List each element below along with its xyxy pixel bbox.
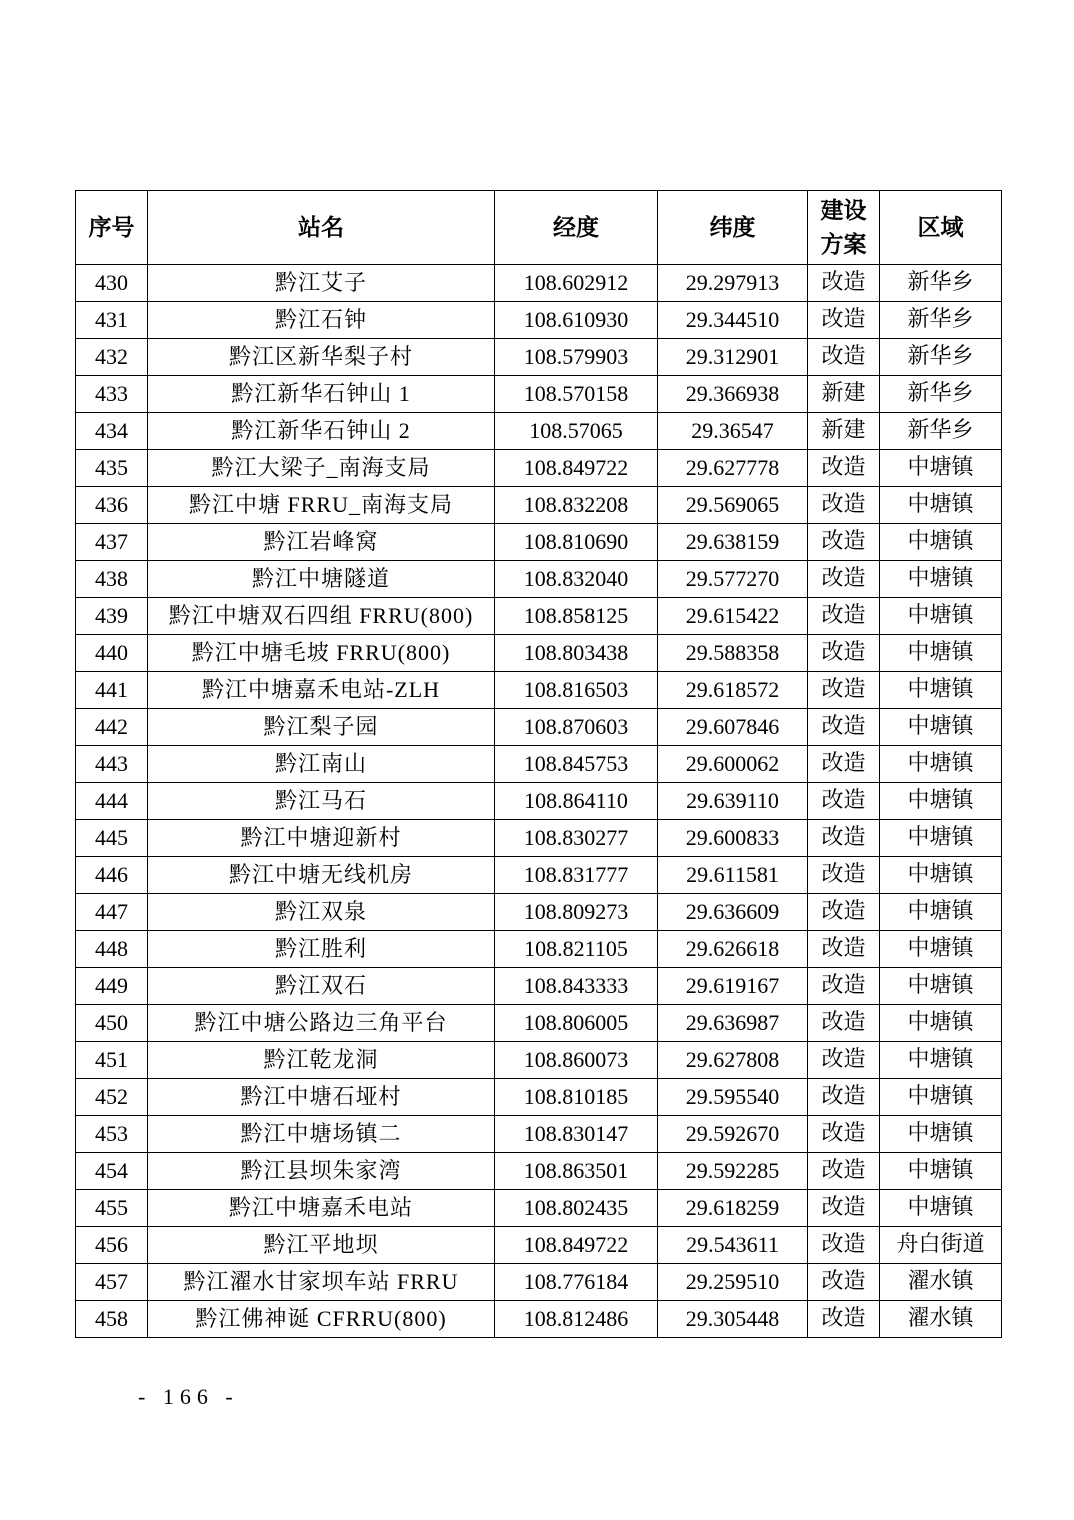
- cell-area: 中塘镇: [880, 1116, 1002, 1153]
- cell-area: 中塘镇: [880, 561, 1002, 598]
- cell-index: 445: [76, 820, 148, 857]
- table-row: [76, 1153, 1002, 1190]
- cell-index: 450: [76, 1005, 148, 1042]
- cell-latitude: 29.618259: [658, 1190, 808, 1227]
- cell-area: 中塘镇: [880, 1042, 1002, 1079]
- cell-longitude: 108.832040: [495, 561, 658, 598]
- cell-plan: 新建: [808, 413, 880, 450]
- cell-longitude: 108.870603: [495, 709, 658, 746]
- cell-area: 中塘镇: [880, 524, 1002, 561]
- cell-index: 440: [76, 635, 148, 672]
- cell-plan: 改造: [808, 820, 880, 857]
- table-row: [76, 302, 1002, 339]
- cell-station-name: 黔江岩峰窝: [148, 524, 495, 561]
- cell-plan: 改造: [808, 1079, 880, 1116]
- cell-latitude: 29.626618: [658, 931, 808, 968]
- cell-latitude: 29.636609: [658, 894, 808, 931]
- cell-index: 430: [76, 265, 148, 302]
- cell-station-name: 黔江中塘无线机房: [148, 857, 495, 894]
- table-row: [76, 820, 1002, 857]
- table-row: [76, 413, 1002, 450]
- cell-area: 舟白街道: [880, 1227, 1002, 1264]
- cell-plan: 改造: [808, 1301, 880, 1338]
- cell-plan: 改造: [808, 561, 880, 598]
- table-row: [76, 746, 1002, 783]
- cell-latitude: 29.619167: [658, 968, 808, 1005]
- cell-longitude: 108.821105: [495, 931, 658, 968]
- table-row: [76, 1042, 1002, 1079]
- cell-latitude: 29.259510: [658, 1264, 808, 1301]
- cell-longitude: 108.802435: [495, 1190, 658, 1227]
- cell-station-name: 黔江中塘 FRRU_南海支局: [148, 487, 495, 524]
- cell-area: 中塘镇: [880, 1190, 1002, 1227]
- cell-latitude: 29.600833: [658, 820, 808, 857]
- cell-station-name: 黔江双石: [148, 968, 495, 1005]
- table-body: [76, 265, 1002, 1338]
- cell-index: 454: [76, 1153, 148, 1190]
- cell-longitude: 108.809273: [495, 894, 658, 931]
- header-longitude: 经度: [495, 191, 658, 265]
- table-row: [76, 524, 1002, 561]
- cell-index: 455: [76, 1190, 148, 1227]
- table-row: [76, 635, 1002, 672]
- table-row: [76, 598, 1002, 635]
- cell-index: 448: [76, 931, 148, 968]
- cell-area: 中塘镇: [880, 968, 1002, 1005]
- cell-index: 435: [76, 450, 148, 487]
- cell-plan: 改造: [808, 968, 880, 1005]
- cell-latitude: 29.600062: [658, 746, 808, 783]
- cell-plan: 改造: [808, 635, 880, 672]
- table-row: [76, 857, 1002, 894]
- cell-index: 443: [76, 746, 148, 783]
- table-row: [76, 1005, 1002, 1042]
- cell-area: 新华乡: [880, 339, 1002, 376]
- header-index: 序号: [76, 191, 148, 265]
- cell-station-name: 黔江中塘隧道: [148, 561, 495, 598]
- cell-area: 中塘镇: [880, 487, 1002, 524]
- table-row: [76, 265, 1002, 302]
- cell-longitude: 108.830277: [495, 820, 658, 857]
- cell-latitude: 29.592285: [658, 1153, 808, 1190]
- cell-index: 447: [76, 894, 148, 931]
- cell-station-name: 黔江胜利: [148, 931, 495, 968]
- cell-station-name: 黔江双泉: [148, 894, 495, 931]
- cell-plan: 改造: [808, 672, 880, 709]
- cell-index: 431: [76, 302, 148, 339]
- cell-longitude: 108.810690: [495, 524, 658, 561]
- cell-index: 436: [76, 487, 148, 524]
- table-row: [76, 1301, 1002, 1338]
- cell-longitude: 108.831777: [495, 857, 658, 894]
- cell-plan: 改造: [808, 746, 880, 783]
- cell-latitude: 29.305448: [658, 1301, 808, 1338]
- table-row: [76, 1190, 1002, 1227]
- cell-area: 中塘镇: [880, 894, 1002, 931]
- cell-latitude: 29.627778: [658, 450, 808, 487]
- cell-area: 新华乡: [880, 376, 1002, 413]
- cell-station-name: 黔江县坝朱家湾: [148, 1153, 495, 1190]
- cell-area: 中塘镇: [880, 635, 1002, 672]
- cell-longitude: 108.610930: [495, 302, 658, 339]
- cell-latitude: 29.543611: [658, 1227, 808, 1264]
- cell-station-name: 黔江新华石钟山 1: [148, 376, 495, 413]
- cell-station-name: 黔江大梁子_南海支局: [148, 450, 495, 487]
- cell-longitude: 108.602912: [495, 265, 658, 302]
- cell-latitude: 29.569065: [658, 487, 808, 524]
- cell-station-name: 黔江新华石钟山 2: [148, 413, 495, 450]
- cell-station-name: 黔江中塘嘉禾电站: [148, 1190, 495, 1227]
- cell-station-name: 黔江佛神诞 CFRRU(800): [148, 1301, 495, 1338]
- header-plan-line1: 建设: [820, 197, 867, 224]
- cell-longitude: 108.816503: [495, 672, 658, 709]
- cell-plan: 改造: [808, 1227, 880, 1264]
- header-latitude: 纬度: [658, 191, 808, 265]
- cell-index: 432: [76, 339, 148, 376]
- cell-latitude: 29.611581: [658, 857, 808, 894]
- cell-plan: 改造: [808, 450, 880, 487]
- cell-latitude: 29.36547: [658, 413, 808, 450]
- cell-longitude: 108.57065: [495, 413, 658, 450]
- cell-longitude: 108.810185: [495, 1079, 658, 1116]
- cell-latitude: 29.627808: [658, 1042, 808, 1079]
- cell-plan: 改造: [808, 931, 880, 968]
- cell-longitude: 108.570158: [495, 376, 658, 413]
- cell-station-name: 黔江中塘公路边三角平台: [148, 1005, 495, 1042]
- cell-index: 439: [76, 598, 148, 635]
- cell-plan: 改造: [808, 339, 880, 376]
- cell-longitude: 108.812486: [495, 1301, 658, 1338]
- cell-index: 446: [76, 857, 148, 894]
- table-row: [76, 376, 1002, 413]
- cell-latitude: 29.639110: [658, 783, 808, 820]
- cell-station-name: 黔江艾子: [148, 265, 495, 302]
- cell-latitude: 29.636987: [658, 1005, 808, 1042]
- cell-plan: 新建: [808, 376, 880, 413]
- table-row: [76, 783, 1002, 820]
- cell-area: 濯水镇: [880, 1264, 1002, 1301]
- cell-latitude: 29.595540: [658, 1079, 808, 1116]
- cell-area: 新华乡: [880, 265, 1002, 302]
- cell-station-name: 黔江马石: [148, 783, 495, 820]
- cell-plan: 改造: [808, 709, 880, 746]
- cell-index: 441: [76, 672, 148, 709]
- cell-plan: 改造: [808, 1042, 880, 1079]
- cell-area: 濯水镇: [880, 1301, 1002, 1338]
- cell-station-name: 黔江濯水甘家坝车站 FRRU: [148, 1264, 495, 1301]
- cell-latitude: 29.366938: [658, 376, 808, 413]
- cell-area: 中塘镇: [880, 783, 1002, 820]
- table-row: [76, 931, 1002, 968]
- cell-longitude: 108.849722: [495, 1227, 658, 1264]
- header-name: 站名: [148, 191, 495, 265]
- table-row: [76, 672, 1002, 709]
- cell-latitude: 29.312901: [658, 339, 808, 376]
- cell-index: 457: [76, 1264, 148, 1301]
- cell-station-name: 黔江中塘迎新村: [148, 820, 495, 857]
- cell-latitude: 29.344510: [658, 302, 808, 339]
- cell-area: 中塘镇: [880, 857, 1002, 894]
- table-row: [76, 709, 1002, 746]
- cell-index: 452: [76, 1079, 148, 1116]
- table-row: [76, 487, 1002, 524]
- cell-station-name: 黔江中塘毛坡 FRRU(800): [148, 635, 495, 672]
- table-row: [76, 1116, 1002, 1153]
- table-row: [76, 968, 1002, 1005]
- cell-station-name: 黔江平地坝: [148, 1227, 495, 1264]
- table-row: [76, 339, 1002, 376]
- cell-index: 438: [76, 561, 148, 598]
- cell-station-name: 黔江区新华梨子村: [148, 339, 495, 376]
- cell-longitude: 108.845753: [495, 746, 658, 783]
- cell-index: 444: [76, 783, 148, 820]
- cell-plan: 改造: [808, 265, 880, 302]
- cell-area: 中塘镇: [880, 709, 1002, 746]
- cell-plan: 改造: [808, 894, 880, 931]
- cell-latitude: 29.615422: [658, 598, 808, 635]
- cell-area: 中塘镇: [880, 820, 1002, 857]
- table-row: [76, 1264, 1002, 1301]
- cell-plan: 改造: [808, 524, 880, 561]
- cell-latitude: 29.638159: [658, 524, 808, 561]
- cell-longitude: 108.776184: [495, 1264, 658, 1301]
- cell-plan: 改造: [808, 1190, 880, 1227]
- cell-index: 451: [76, 1042, 148, 1079]
- cell-index: 434: [76, 413, 148, 450]
- cell-latitude: 29.607846: [658, 709, 808, 746]
- cell-index: 456: [76, 1227, 148, 1264]
- cell-plan: 改造: [808, 1116, 880, 1153]
- cell-latitude: 29.592670: [658, 1116, 808, 1153]
- table-row: [76, 1227, 1002, 1264]
- table-row: [76, 894, 1002, 931]
- cell-area: 中塘镇: [880, 450, 1002, 487]
- cell-plan: 改造: [808, 598, 880, 635]
- cell-plan: 改造: [808, 857, 880, 894]
- cell-index: 449: [76, 968, 148, 1005]
- cell-area: 新华乡: [880, 302, 1002, 339]
- cell-station-name: 黔江中塘嘉禾电站-ZLH: [148, 672, 495, 709]
- cell-longitude: 108.806005: [495, 1005, 658, 1042]
- cell-station-name: 黔江石钟: [148, 302, 495, 339]
- cell-longitude: 108.860073: [495, 1042, 658, 1079]
- cell-area: 中塘镇: [880, 746, 1002, 783]
- cell-index: 433: [76, 376, 148, 413]
- cell-longitude: 108.863501: [495, 1153, 658, 1190]
- cell-index: 458: [76, 1301, 148, 1338]
- cell-latitude: 29.577270: [658, 561, 808, 598]
- cell-longitude: 108.832208: [495, 487, 658, 524]
- cell-area: 中塘镇: [880, 598, 1002, 635]
- header-plan-line2: 方案: [820, 231, 867, 258]
- cell-area: 新华乡: [880, 413, 1002, 450]
- cell-station-name: 黔江乾龙洞: [148, 1042, 495, 1079]
- cell-longitude: 108.830147: [495, 1116, 658, 1153]
- cell-plan: 改造: [808, 783, 880, 820]
- station-table: [75, 190, 1002, 1338]
- cell-longitude: 108.864110: [495, 783, 658, 820]
- cell-longitude: 108.579903: [495, 339, 658, 376]
- table-header-row: [76, 191, 1002, 265]
- cell-area: 中塘镇: [880, 672, 1002, 709]
- cell-latitude: 29.618572: [658, 672, 808, 709]
- cell-latitude: 29.297913: [658, 265, 808, 302]
- cell-area: 中塘镇: [880, 1005, 1002, 1042]
- cell-station-name: 黔江南山: [148, 746, 495, 783]
- header-plan: [808, 191, 880, 265]
- cell-longitude: 108.803438: [495, 635, 658, 672]
- cell-longitude: 108.858125: [495, 598, 658, 635]
- cell-plan: 改造: [808, 1005, 880, 1042]
- cell-area: 中塘镇: [880, 1153, 1002, 1190]
- table-row: [76, 1079, 1002, 1116]
- cell-area: 中塘镇: [880, 1079, 1002, 1116]
- cell-station-name: 黔江中塘双石四组 FRRU(800): [148, 598, 495, 635]
- cell-index: 442: [76, 709, 148, 746]
- cell-station-name: 黔江中塘石垭村: [148, 1079, 495, 1116]
- cell-plan: 改造: [808, 1264, 880, 1301]
- cell-plan: 改造: [808, 487, 880, 524]
- cell-station-name: 黔江梨子园: [148, 709, 495, 746]
- cell-index: 453: [76, 1116, 148, 1153]
- cell-plan: 改造: [808, 302, 880, 339]
- cell-longitude: 108.849722: [495, 450, 658, 487]
- page-number: - 166 -: [138, 1384, 239, 1409]
- cell-area: 中塘镇: [880, 931, 1002, 968]
- cell-index: 437: [76, 524, 148, 561]
- table-row: [76, 561, 1002, 598]
- cell-latitude: 29.588358: [658, 635, 808, 672]
- table-row: [76, 450, 1002, 487]
- header-area: 区域: [880, 191, 1002, 265]
- cell-plan: 改造: [808, 1153, 880, 1190]
- cell-longitude: 108.843333: [495, 968, 658, 1005]
- cell-station-name: 黔江中塘场镇二: [148, 1116, 495, 1153]
